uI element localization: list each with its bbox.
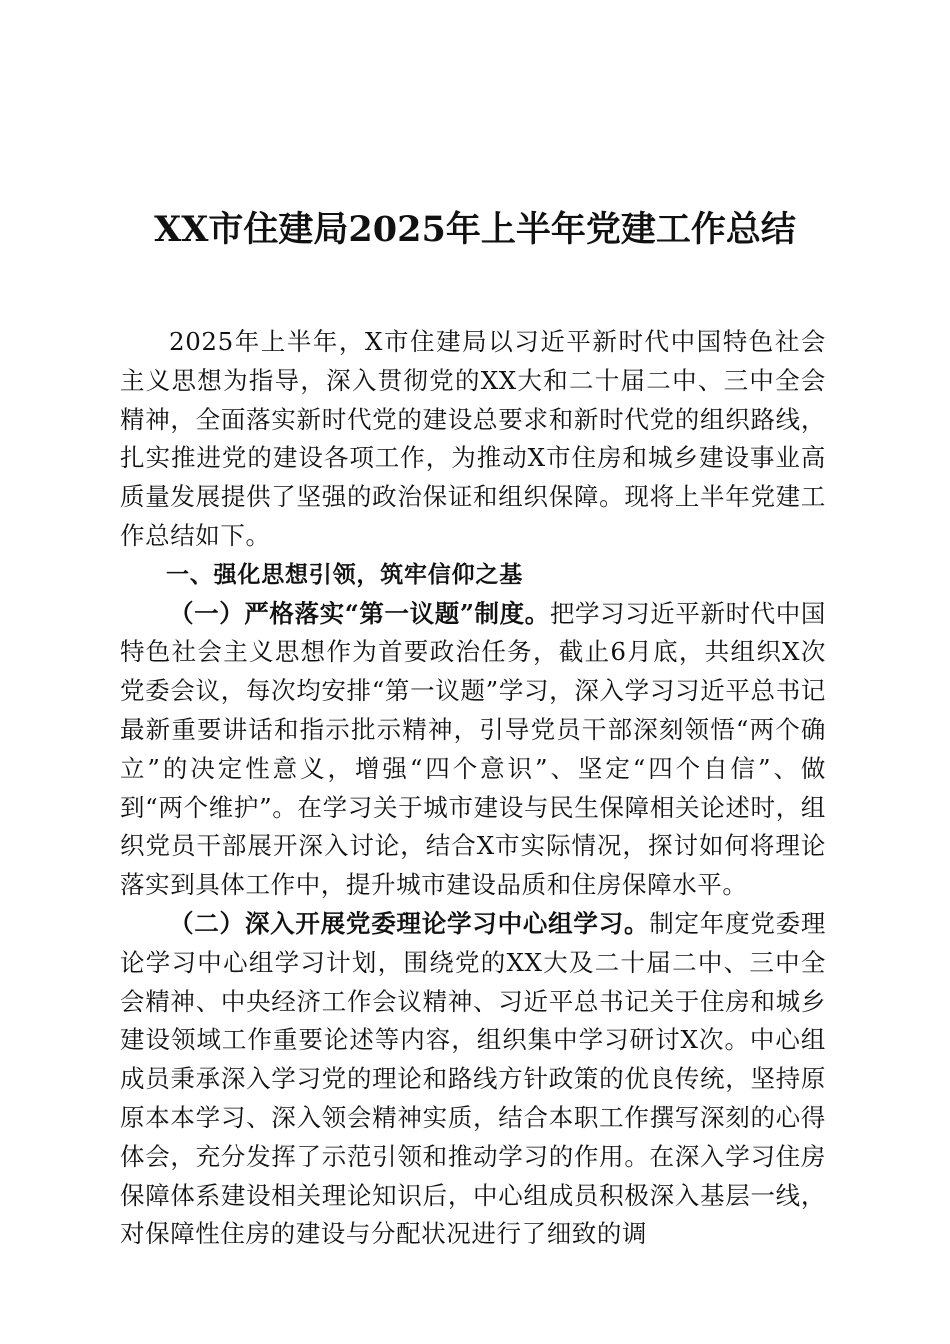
intro-paragraph: 2025年上半年，X市住建局以习近平新时代中国特色社会主义思想为指导，深入贯彻党的XX大和二十届二中、三中全会精神，全面落实新时代党的建设总要求和新时代党的组织路线，扎实推进党的建设各项工作，为推动X市住房和城乡建设事业高质量发展提供了坚强的政治保证和组织保障。现将上半年党建工作总结如下。 <box>120 327 826 550</box>
subsection-1-lead: （一）严格落实“第一议题”制度。 <box>169 598 550 628</box>
subsection-2-lead: （二）深入开展党委理论学习中心组学习。 <box>169 908 650 938</box>
section-heading-1: 一、强化思想引领，筑牢信仰之基 <box>166 561 523 588</box>
subsection-2-body: 制定年度党委理论学习中心组学习计划，围绕党的XX大及二十届二中、三中全会精神、中央经济工作会议精神、习近平总书记关于住房和城乡建设领域工作重要论述等内容，组织集中学习研讨X次。中心组成员秉承深入学习党的理论和路线方针政策的优良传统，坚持原原本本学习、深入领会精神实质，结合本职工作撰写深刻的心得体会，充分发挥了示范引领和推动学习的作用。在深入学习住房保障体系建设相关理论知识后，中心组成员积极深入基层一线，对保障性住房的建设与分配状况进行了细致的调 <box>120 908 827 1249</box>
document-title: XX市住建局2025年上半年党建工作总结 <box>154 209 796 250</box>
subsection-1-body: 把学习习近平新时代中国特色社会主义思想作为首要政治任务，截止6月底，共组织X次党委会议，每次均安排“第一议题”学习，深入学习习近平总书记最新重要讲话和指示批示精神，引导党员干部深刻领悟“两个确立”的决定性意义，增强“四个意识”、坚定“四个自信”、做到“两个维护”。在学习关于城市建设与民生保障相关论述时，组织党员干部展开深入讨论，结合X市实际情况，探讨如何将理论落实到具体工作中，提升城市建设品质和住房保障水平。 <box>120 598 826 900</box>
document-body <box>120 323 826 1254</box>
subsection-1-paragraph <box>120 595 826 905</box>
subsection-2-paragraph <box>120 905 826 1254</box>
